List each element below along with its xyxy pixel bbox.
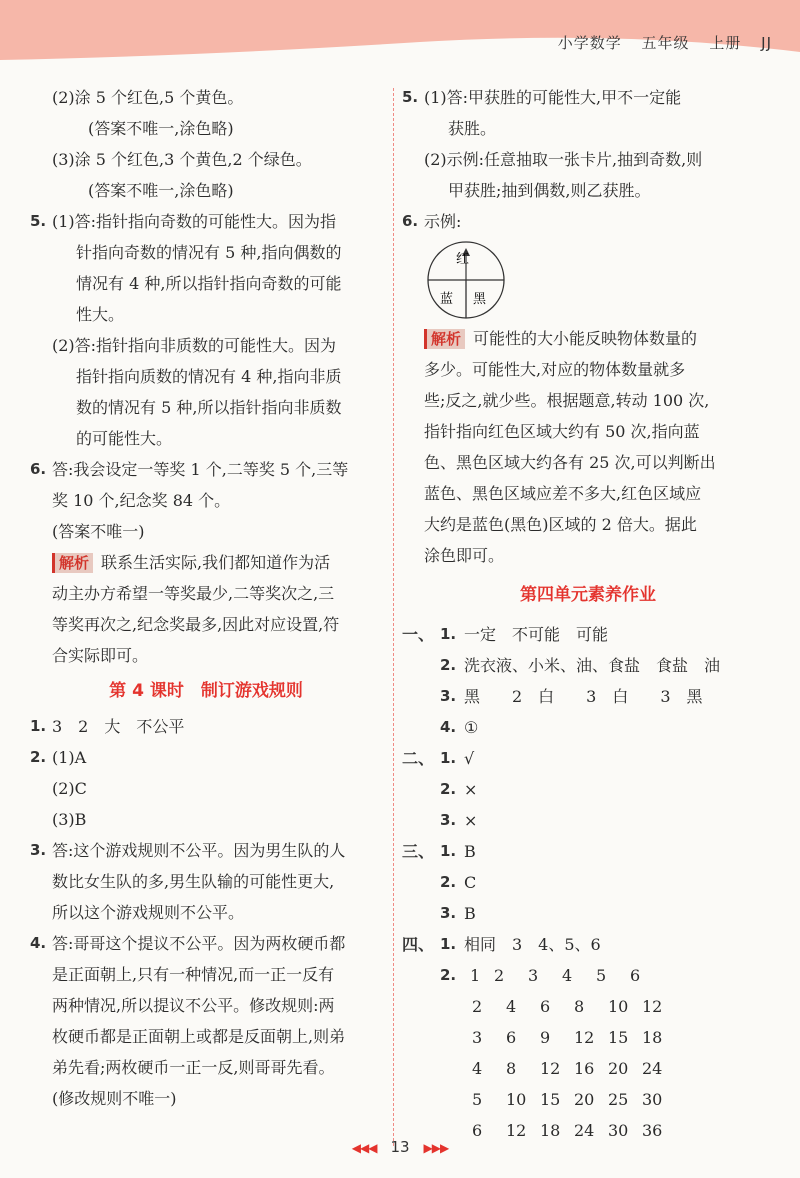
answer-4-line: 4. 答:哥哥这个提议不公平。因为两枚硬币都: [30, 934, 346, 953]
table-cell: 2: [494, 966, 505, 985]
question-5-line: 5. (1)答:指针指向奇数的可能性大。因为指: [30, 206, 382, 237]
section-3-item: 3. B: [440, 904, 476, 923]
analysis-tag: 解析: [52, 553, 93, 573]
question-5-line: 5. (1)答:甲获胜的可能性大,甲不一定能: [402, 88, 682, 107]
section-2-item: 3. ×: [440, 811, 478, 830]
table-cell: 10: [608, 997, 629, 1016]
table-cell: 8: [574, 997, 585, 1016]
text-line: 针指向奇数的情况有 5 种,指向偶数的: [76, 243, 342, 262]
table-cell: 2: [472, 997, 483, 1016]
table-cell: 1: [470, 966, 481, 985]
text-line: (3)B: [52, 810, 87, 829]
answer-3-line: 3. 答:这个游戏规则不公平。因为男生队的人: [30, 841, 346, 860]
table-cell: 36: [642, 1121, 663, 1140]
text-line: 数比女生队的多,男生队输的可能性更大,: [52, 872, 335, 891]
next-arrows-icon: ▶▶▶: [423, 1141, 449, 1155]
section-4-table-row: [402, 1022, 774, 1053]
text-line: 枚硬币都是正面朝上或都是反面朝上,则弟: [52, 1027, 346, 1046]
text-line: 弟先看;两枚硬币一正一反,则哥哥先看。: [52, 1058, 335, 1077]
region-red-label: 红: [456, 252, 470, 267]
table-cell: 9: [540, 1028, 551, 1047]
text-line: 涂色即可。: [424, 546, 505, 565]
text-line: (答案不唯一,涂色略): [88, 181, 234, 200]
analysis-tag: 解析: [424, 329, 465, 349]
table-cell: 12: [574, 1028, 595, 1047]
table-cell: 18: [642, 1028, 663, 1047]
text-line: 两种情况,所以提议不公平。修改规则:两: [52, 996, 335, 1015]
spinner-circle: [426, 237, 536, 323]
table-cell: 30: [608, 1121, 629, 1140]
section-1-item: 3. 黑 2 白 3 白 3 黑: [440, 687, 703, 706]
text-line: 奖 10 个,纪念奖 84 个。: [52, 491, 231, 510]
left-column: [30, 82, 382, 1114]
text-line: 等奖再次之,纪念奖最多,因此对应设置,符: [52, 615, 340, 634]
text-line: 数的情况有 5 种,所以指针指向非质数: [76, 398, 342, 417]
table-cell: 18: [540, 1121, 561, 1140]
text-line: (2)示例:任意抽取一张卡片,抽到奇数,则: [424, 150, 703, 169]
question-number: 5.: [30, 212, 47, 230]
text-line: 所以这个游戏规则不公平。: [52, 903, 245, 922]
analysis-line: 解析 可能性的大小能反映物体数量的: [402, 323, 774, 354]
section-1-item: 一、 1. 一定 不可能 可能: [402, 625, 609, 644]
answer-1-line: 1. 3 2 大 不公平: [30, 717, 185, 736]
text-line: 性大。: [76, 305, 125, 324]
text-line: 动主办方希望一等奖最少,二等奖次之,三: [52, 584, 335, 603]
table-cell: 3: [472, 1028, 483, 1047]
table-cell: 4: [562, 966, 573, 985]
section-4-table-row: 2. 1 2 3 4 5 6: [402, 960, 774, 991]
text-line: (答案不唯一): [52, 522, 145, 541]
text-line: 甲获胜;抽到偶数,则乙获胜。: [448, 181, 651, 200]
text-line: (2)涂 5 个红色,5 个黄色。: [52, 88, 244, 107]
table-cell: 6: [506, 1028, 517, 1047]
table-cell: 4: [506, 997, 517, 1016]
table-cell: 3: [528, 966, 539, 985]
section-1-item: 4. ①: [440, 718, 479, 737]
analysis-line: 解析 联系生活实际,我们都知道作为活: [30, 547, 382, 578]
text-line: (2)答:指针指向非质数的可能性大。因为: [52, 336, 337, 355]
header-volume: 上册: [709, 34, 742, 52]
text-line: 些;反之,就少些。根据题意,转动 100 次,: [424, 391, 710, 410]
lesson-title: 第 4 课时 制订游戏规则: [109, 681, 303, 701]
unit-title: 第四单元素养作业: [520, 585, 656, 605]
text-line: 的可能性大。: [76, 429, 173, 448]
page-header: [0, 0, 800, 70]
header-edition: JJ: [761, 34, 772, 52]
table-cell: 15: [540, 1090, 561, 1109]
section-1-item: 2. 洗衣液、小米、油、食盐 食盐 油: [440, 656, 721, 675]
question-6-line: 6. 答:我会设定一等奖 1 个,二等奖 5 个,三等: [30, 454, 382, 485]
table-cell: 6: [540, 997, 551, 1016]
text-line: (3)涂 5 个红色,3 个黄色,2 个绿色。: [52, 150, 312, 169]
table-cell: 20: [608, 1059, 629, 1078]
table-cell: 6: [472, 1121, 483, 1140]
section-4-table-row: [402, 991, 774, 1022]
page-number: 13: [390, 1138, 410, 1156]
text-line: 指针指向红色区域大约有 50 次,指向蓝: [424, 422, 700, 441]
table-cell: 8: [506, 1059, 517, 1078]
text-line: 合实际即可。: [52, 646, 149, 665]
table-cell: 25: [608, 1090, 629, 1109]
table-cell: 4: [472, 1059, 483, 1078]
region-blue-label: 蓝: [440, 292, 454, 307]
section-4-item: 四、 1. 相同 3 4、5、6: [402, 935, 601, 954]
table-cell: 20: [574, 1090, 595, 1109]
header-grade: 五年级: [641, 34, 690, 52]
right-column: [402, 82, 774, 1146]
section-4-table-row: [402, 1084, 774, 1115]
region-black-label: 黑: [473, 292, 487, 307]
column-divider: [393, 88, 394, 1146]
table-cell: 12: [540, 1059, 561, 1078]
table-cell: 15: [608, 1028, 629, 1047]
text-line: 情况有 4 种,所以指针指向奇数的可能: [76, 274, 342, 293]
table-cell: 10: [506, 1090, 527, 1109]
table-cell: 6: [630, 966, 641, 985]
header-info: [544, 32, 772, 53]
header-subject: 小学数学: [557, 34, 622, 52]
text-line: 大约是蓝色(黑色)区域的 2 倍大。据此: [424, 515, 697, 534]
section-2-item: 二、 1. √: [402, 749, 475, 768]
section-3-item: 三、 1. B: [402, 842, 476, 861]
text-line: 多少。可能性大,对应的物体数量就多: [424, 360, 686, 379]
table-cell: 24: [574, 1121, 595, 1140]
table-cell: 12: [506, 1121, 527, 1140]
text-line: 蓝色、黑色区域应差不多大,红色区域应: [424, 484, 702, 503]
section-2-item: 2. ×: [440, 780, 478, 799]
text-line: 获胜。: [448, 119, 497, 138]
prev-arrows-icon: ◀◀◀: [351, 1141, 377, 1155]
question-number: 6.: [30, 460, 47, 478]
table-cell: 16: [574, 1059, 595, 1078]
text-line: 是正面朝上,只有一种情况,而一正一反有: [52, 965, 335, 984]
answer-2-line: 2. (1)A: [30, 748, 87, 767]
table-cell: 5: [472, 1090, 483, 1109]
text-line: 色、黑色区域大约各有 25 次,可以判断出: [424, 453, 716, 472]
question-6-line: 6. 示例:: [402, 212, 462, 231]
section-3-item: 2. C: [440, 873, 477, 892]
table-cell: 30: [642, 1090, 663, 1109]
spinner-diagram: [402, 237, 774, 323]
text-line: (2)C: [52, 779, 87, 798]
table-cell: 12: [642, 997, 663, 1016]
text-line: (修改规则不唯一): [52, 1089, 177, 1108]
table-cell: 5: [596, 966, 607, 985]
section-4-table-row: [402, 1053, 774, 1084]
page-footer: [0, 1138, 800, 1156]
table-cell: 24: [642, 1059, 663, 1078]
text-line: 指针指向质数的情况有 4 种,指向非质: [76, 367, 342, 386]
text-line: (答案不唯一,涂色略): [88, 119, 234, 138]
